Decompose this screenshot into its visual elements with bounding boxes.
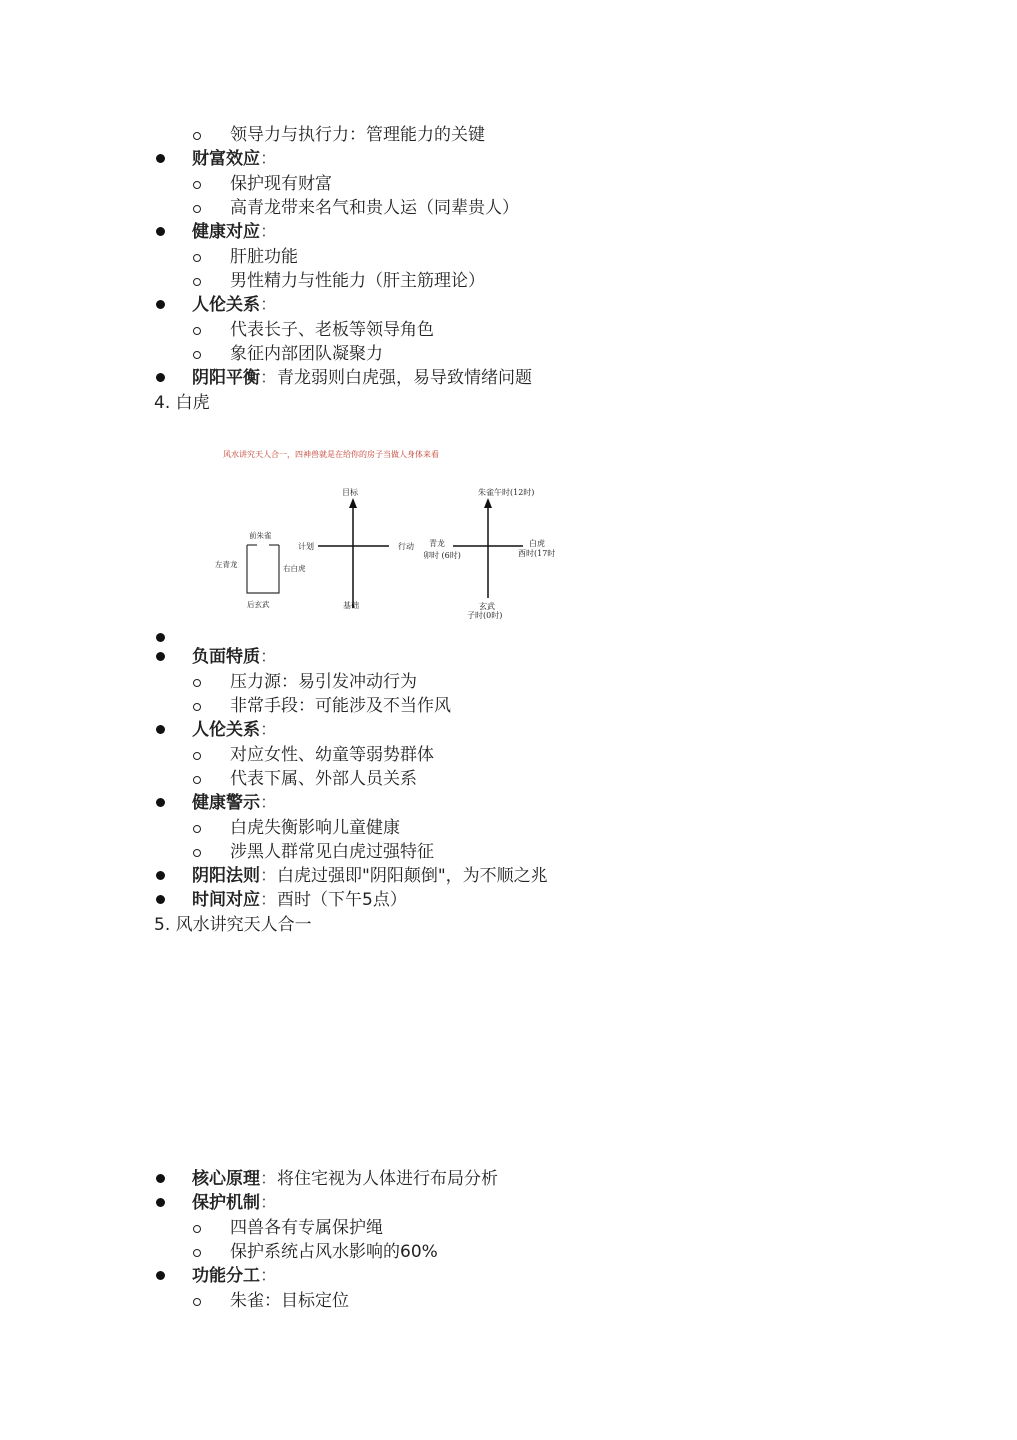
item-title: 健康对应	[192, 222, 260, 242]
xuanwu-time: 子时(0时)	[467, 611, 503, 620]
bullet	[156, 633, 165, 642]
item-title: 财富效应	[192, 149, 260, 169]
sub-bullet	[193, 1298, 201, 1306]
list-item: 保护现有财富	[230, 174, 332, 194]
qinglong-time: 卯时 (6时)	[423, 551, 461, 560]
sub-bullet	[193, 327, 201, 335]
item-title: 功能分工	[192, 1266, 260, 1286]
sub-bullet	[193, 825, 201, 833]
item-title: 阴阳法则	[192, 866, 260, 886]
diagram-header: 风水讲究天人合一，四神兽就是在给你的房子当做人身体来看	[223, 450, 439, 459]
item-title: 核心原理	[192, 1169, 260, 1189]
bullet	[156, 1271, 165, 1280]
list-item: 保护系统占风水影响的60%	[230, 1242, 438, 1262]
list-item: 代表下属、外部人员关系	[230, 769, 417, 789]
bullet	[156, 227, 165, 236]
sub-bullet	[193, 849, 201, 857]
sub-bullet	[193, 351, 201, 359]
list-item: 对应女性、幼童等弱势群体	[230, 745, 434, 765]
bullet	[156, 154, 165, 163]
item-title: 健康警示	[192, 793, 260, 813]
sub-bullet	[193, 132, 201, 140]
list-item: 财富效应：	[192, 149, 277, 169]
sub-bullet	[193, 1225, 201, 1233]
item-text: 白虎过强即"阴阳颠倒"，为不顺之兆	[277, 866, 548, 886]
item-title: 人伦关系	[192, 720, 260, 740]
bullet	[156, 1198, 165, 1207]
section-heading: 5. 风水讲究天人合一	[154, 915, 312, 935]
list-item: 阴阳平衡：青龙弱则白虎强，易导致情绪问题	[192, 368, 532, 388]
xuanwu-label: 玄武	[479, 602, 495, 611]
list-item: 涉黑人群常见白虎过强特征	[230, 842, 434, 862]
list-item: 功能分工：	[192, 1266, 277, 1286]
qinglong-label: 青龙	[429, 539, 445, 548]
list-item: 人伦关系：	[192, 295, 277, 315]
list-item: 负面特质：	[192, 647, 277, 667]
item-text: 青龙弱则白虎强，易导致情绪问题	[277, 368, 532, 388]
bullet	[156, 895, 165, 904]
item-title: 时间对应	[192, 890, 260, 910]
plan-label: 计划	[298, 542, 314, 551]
list-item: 健康对应：	[192, 222, 277, 242]
foundation-label: 基础	[343, 601, 359, 610]
list-item: 领导力与执行力：管理能力的关键	[230, 125, 485, 145]
sub-bullet	[193, 254, 201, 262]
bullet	[156, 725, 165, 734]
list-item: 男性精力与性能力（肝主筋理论）	[230, 271, 485, 291]
list-item: 健康警示：	[192, 793, 277, 813]
item-title: 阴阳平衡	[192, 368, 260, 388]
list-item: 朱雀：目标定位	[230, 1291, 349, 1311]
list-item: 保护机制：	[192, 1193, 277, 1213]
list-item: 四兽各有专属保护绳	[230, 1218, 383, 1238]
house-back: 后玄武	[247, 600, 270, 609]
list-item: 人伦关系：	[192, 720, 277, 740]
bullet	[156, 373, 165, 382]
action-label: 行动	[398, 542, 414, 551]
list-item: 阴阳法则：白虎过强即"阴阳颠倒"，为不顺之兆	[192, 866, 548, 886]
baihu-label: 白虎	[529, 539, 545, 548]
sub-bullet	[193, 776, 201, 784]
zhuque-label: 朱雀午时(12时)	[478, 488, 535, 497]
sub-bullet	[193, 679, 201, 687]
item-text: 将住宅视为人体进行布局分析	[277, 1169, 498, 1189]
bullet	[156, 652, 165, 661]
sub-bullet	[193, 181, 201, 189]
item-title: 负面特质	[192, 647, 260, 667]
house-right: 右白虎	[283, 564, 306, 573]
four-symbols-diagram	[205, 440, 590, 630]
sub-bullet	[193, 703, 201, 711]
house-left: 左青龙	[215, 560, 238, 569]
list-item: 高青龙带来名气和贵人运（同辈贵人）	[230, 198, 519, 218]
list-item: 压力源：易引发冲动行为	[230, 672, 417, 692]
sub-bullet	[193, 1249, 201, 1257]
bullet	[156, 1174, 165, 1183]
list-item: 代表长子、老板等领导角色	[230, 320, 434, 340]
list-item: 白虎失衡影响儿童健康	[230, 818, 400, 838]
item-text: 酉时（下午5点）	[277, 890, 407, 910]
item-title: 人伦关系	[192, 295, 260, 315]
bullet	[156, 798, 165, 807]
sub-bullet	[193, 752, 201, 760]
list-item: 时间对应：酉时（下午5点）	[192, 890, 407, 910]
section-heading: 4. 白虎	[154, 393, 210, 413]
list-item: 象征内部团队凝聚力	[230, 344, 383, 364]
item-title: 保护机制	[192, 1193, 260, 1213]
bullet	[156, 871, 165, 880]
list-item: 非常手段：可能涉及不当作风	[230, 696, 451, 716]
sub-bullet	[193, 278, 201, 286]
goal-label: 目标	[342, 488, 358, 497]
sub-bullet	[193, 205, 201, 213]
baihu-time: 酉时(17时	[518, 549, 556, 558]
list-item: 核心原理：将住宅视为人体进行布局分析	[192, 1169, 498, 1189]
list-item: 肝脏功能	[230, 247, 298, 267]
house-front: 前朱雀	[249, 531, 272, 540]
bullet	[156, 300, 165, 309]
